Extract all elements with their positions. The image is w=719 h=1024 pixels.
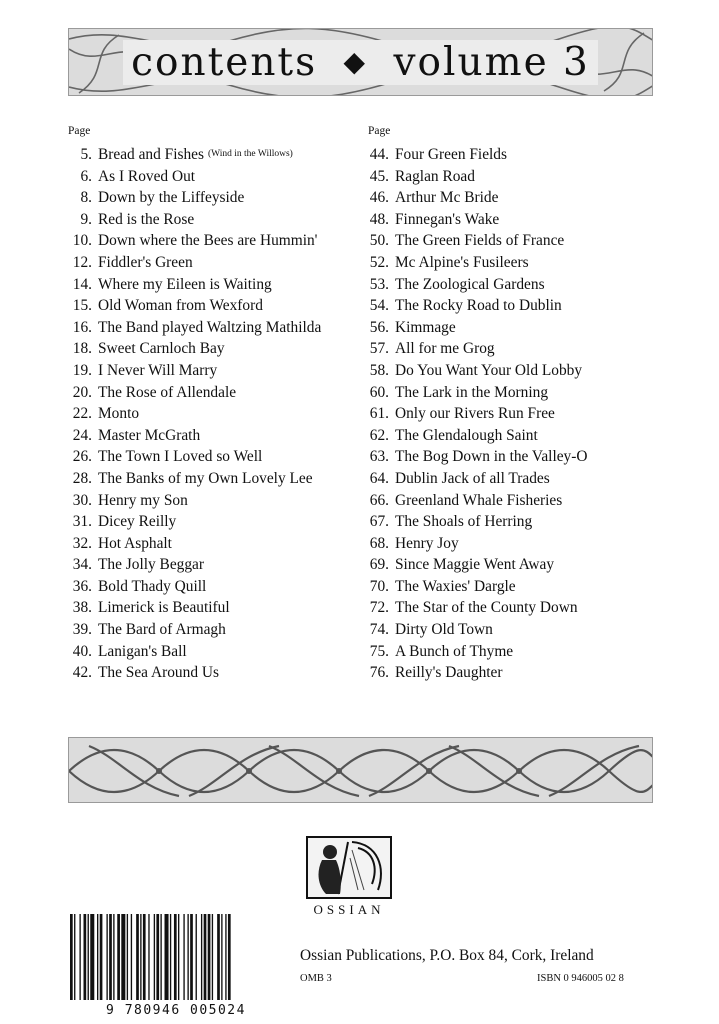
song-title: Sweet Carnloch Bay: [98, 340, 225, 358]
page-number: 14.: [72, 275, 92, 293]
page-number: 30.: [72, 491, 92, 509]
song-title: Raglan Road: [395, 167, 475, 185]
page-number: 22.: [72, 405, 92, 423]
title-banner: [68, 28, 653, 96]
contents-entry: [68, 554, 358, 576]
barcode: [64, 910, 288, 1006]
page-number: 56.: [369, 318, 389, 336]
song-title: Do You Want Your Old Lobby: [395, 361, 583, 379]
page-number: 69.: [369, 556, 389, 574]
contents-entry: [368, 209, 668, 231]
page-number: 50.: [369, 232, 389, 250]
page-number: 6.: [80, 167, 92, 185]
contents-entry: [368, 274, 668, 296]
song-title: A Bunch of Thyme: [395, 642, 514, 660]
page-number: 36.: [72, 577, 92, 595]
page-number: 31.: [72, 513, 92, 531]
contents-entry: [68, 576, 358, 598]
celtic-knotwork-band: [68, 737, 653, 803]
song-title: The Sea Around Us: [98, 664, 219, 682]
contents-entry: [68, 511, 358, 533]
song-title: The Rocky Road to Dublin: [395, 297, 562, 315]
song-title: Monto: [98, 405, 140, 423]
contents-entry: [368, 554, 668, 576]
song-list-left: [68, 144, 358, 684]
page-number: 15.: [72, 297, 92, 315]
song-title: Henry Joy: [395, 534, 459, 552]
song-title: Master McGrath: [98, 426, 201, 444]
title-contents: contents: [131, 39, 318, 85]
contents-entry: [68, 533, 358, 555]
song-title: Henry my Son: [98, 491, 188, 509]
contents-entry: [68, 619, 358, 641]
song-title: Old Woman from Wexford: [98, 297, 263, 315]
contents-entry: [368, 144, 668, 166]
page-number: 48.: [369, 210, 389, 228]
page-heading-left: Page: [68, 125, 91, 137]
contents-entry: [68, 403, 358, 425]
catalog-number: OMB 3: [300, 973, 332, 984]
barcode-digits: 9 780946 005024: [106, 1003, 246, 1018]
song-title: Bold Thady Quill: [98, 577, 207, 595]
contents-entry: [368, 662, 668, 684]
page-number: 40.: [72, 642, 92, 660]
song-title: Four Green Fields: [395, 146, 507, 163]
isbn-number: ISBN 0 946005 02 8: [537, 973, 624, 984]
contents-entry: [68, 360, 358, 382]
page-number: 46.: [369, 189, 389, 207]
page-number: 57.: [369, 340, 389, 358]
song-title: Dicey Reilly: [98, 513, 177, 531]
song-title: The Waxies' Dargle: [395, 577, 516, 595]
song-list-right: [368, 144, 668, 684]
contents-entry: [368, 382, 668, 404]
contents-entry: [368, 230, 668, 252]
contents-entry: [68, 230, 358, 252]
contents-entry: [368, 166, 668, 188]
page-title: [69, 29, 652, 95]
page-number: 67.: [369, 513, 389, 531]
contents-entry: [68, 166, 358, 188]
page-number: 63.: [369, 448, 389, 466]
song-title: The Shoals of Herring: [395, 513, 533, 531]
song-title: The Glendalough Saint: [395, 426, 538, 444]
ossian-logo-text: OSSIAN: [313, 902, 385, 917]
song-title: Fiddler's Green: [98, 253, 193, 271]
contents-entry: [68, 382, 358, 404]
song-title: All for me Grog: [395, 340, 495, 358]
contents-entry: [368, 511, 668, 533]
song-title: Red is the Rose: [98, 210, 195, 228]
contents-entry: [368, 490, 668, 512]
ossian-logo: [300, 836, 398, 920]
contents-entry: [68, 597, 358, 619]
contents-entry: [68, 317, 358, 339]
page-number: 45.: [369, 167, 389, 185]
contents-entry: [68, 274, 358, 296]
song-title: Down where the Bees are Hummin': [98, 232, 318, 250]
page-number: 61.: [369, 405, 389, 423]
contents-entry: [68, 187, 358, 209]
publisher-address: Ossian Publications, P.O. Box 84, Cork, Ireland: [300, 947, 594, 964]
contents-entry: [68, 295, 358, 317]
contents-entry: [368, 317, 668, 339]
song-title: Only our Rivers Run Free: [395, 405, 555, 423]
page-number: 76.: [369, 664, 389, 682]
page-number: 75.: [369, 642, 389, 660]
page-number: 68.: [369, 534, 389, 552]
page-number: 9.: [80, 210, 92, 228]
knotwork-band-icon: [69, 738, 653, 803]
contents-entry: [368, 619, 668, 641]
song-title: Hot Asphalt: [98, 534, 172, 552]
song-title: The Lark in the Morning: [395, 383, 549, 401]
contents-entry: [368, 446, 668, 468]
contents-entry: [368, 187, 668, 209]
song-title: The Banks of my Own Lovely Lee: [98, 469, 313, 487]
page-number: 54.: [369, 297, 389, 315]
page-number: 34.: [72, 556, 92, 574]
song-title: The Jolly Beggar: [98, 556, 204, 574]
page-number: 39.: [72, 621, 92, 639]
song-title: Lanigan's Ball: [98, 642, 187, 660]
page-number: 24.: [72, 426, 92, 444]
song-title: I Never Will Marry: [98, 361, 218, 379]
page-number: 52.: [369, 253, 389, 271]
song-title: The Zoological Gardens: [395, 275, 545, 293]
song-title: Finnegan's Wake: [395, 210, 500, 228]
page-number: 32.: [72, 534, 92, 552]
page-number: 62.: [369, 426, 389, 444]
contents-entry: [368, 338, 668, 360]
page-number: 16.: [72, 318, 92, 336]
page-number: 42.: [72, 664, 92, 682]
page-number: 18.: [72, 340, 92, 358]
song-title: Dublin Jack of all Trades: [395, 469, 550, 487]
contents-entry: [368, 425, 668, 447]
contents-entry: [368, 576, 668, 598]
contents-left-column: [68, 118, 358, 684]
contents-entry: [368, 533, 668, 555]
page-number: 26.: [72, 448, 92, 466]
song-title: Mc Alpine's Fusileers: [395, 253, 529, 271]
song-title: Limerick is Beautiful: [98, 599, 230, 617]
contents-entry: [368, 597, 668, 619]
contents-entry: [368, 295, 668, 317]
song-title: As I Roved Out: [98, 167, 196, 185]
contents-entry: [68, 338, 358, 360]
page-number: 53.: [369, 275, 389, 293]
page-number: 70.: [369, 577, 389, 595]
contents-entry: [68, 490, 358, 512]
song-title: The Bard of Armagh: [98, 621, 226, 639]
song-title: The Green Fields of France: [395, 232, 565, 250]
page-number: 64.: [369, 469, 389, 487]
contents-entry: [68, 641, 358, 663]
contents-entry: [368, 641, 668, 663]
contents-entry: [368, 468, 668, 490]
song-title: The Town I Loved so Well: [98, 448, 263, 466]
song-title: Kimmage: [395, 318, 456, 336]
diamond-separator-icon: ◆: [343, 44, 368, 78]
contents-entry: [68, 446, 358, 468]
song-title: Dirty Old Town: [395, 621, 493, 639]
page-number: 38.: [72, 599, 92, 617]
contents-entry: [368, 403, 668, 425]
song-title: Where my Eileen is Waiting: [98, 275, 272, 293]
contents-entry: [68, 662, 358, 684]
song-title: The Band played Waltzing Mathilda: [98, 318, 322, 336]
song-subtitle: (Wind in the Willows): [208, 149, 293, 159]
page-heading-right: Page: [368, 125, 391, 137]
song-title: The Rose of Allendale: [98, 383, 237, 401]
song-title: Greenland Whale Fisheries: [395, 491, 563, 509]
page-number: 5.: [80, 146, 92, 163]
contents-entry: [68, 425, 358, 447]
contents-entry: [68, 144, 358, 166]
song-title: The Bog Down in the Valley-O: [395, 448, 588, 466]
contents-entry: [68, 209, 358, 231]
contents-entry: [368, 252, 668, 274]
page-number: 19.: [72, 361, 92, 379]
song-title: Since Maggie Went Away: [395, 556, 555, 574]
contents-right-column: [368, 118, 668, 684]
page-number: 44.: [369, 146, 389, 163]
song-title: The Star of the County Down: [395, 599, 578, 617]
ossian-harp-emblem-icon: [306, 836, 392, 899]
page-number: 72.: [369, 599, 389, 617]
page-number: 8.: [80, 189, 92, 207]
contents-entry: [68, 252, 358, 274]
song-title: Down by the Liffeyside: [98, 189, 245, 207]
page-number: 66.: [369, 491, 389, 509]
page-number: 60.: [369, 383, 389, 401]
page-number: 58.: [369, 361, 389, 379]
page-number: 12.: [72, 253, 92, 271]
song-title: Arthur Mc Bride: [395, 189, 499, 207]
page-number: 20.: [72, 383, 92, 401]
title-volume: volume 3: [393, 39, 590, 85]
page-number: 10.: [72, 232, 92, 250]
song-title: Bread and Fishes: [98, 146, 205, 163]
contents-entry: [68, 468, 358, 490]
page-number: 74.: [369, 621, 389, 639]
page-number: 28.: [72, 469, 92, 487]
song-title: Reilly's Daughter: [395, 664, 503, 682]
contents-entry: [368, 360, 668, 382]
